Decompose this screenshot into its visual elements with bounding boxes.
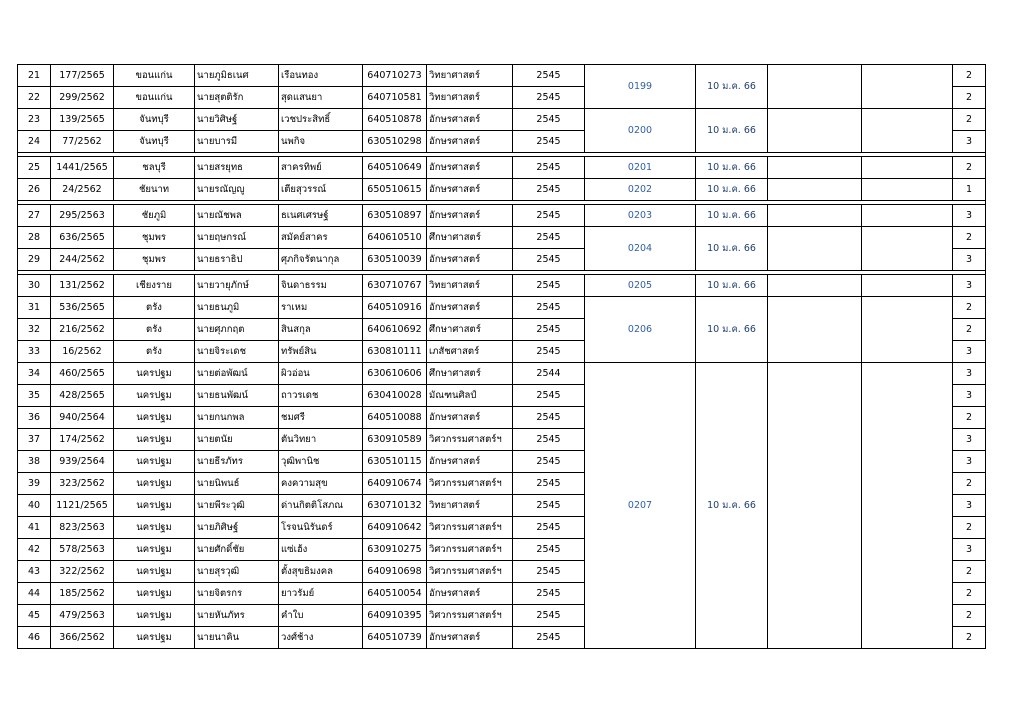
first-name-cell: นายบารมี bbox=[195, 131, 279, 153]
province-cell: เชียงราย bbox=[114, 275, 195, 297]
province-cell: ตรัง bbox=[114, 297, 195, 319]
first-name-cell: นายกนกพล bbox=[195, 407, 279, 429]
student-id-cell: 640910698 bbox=[363, 561, 427, 583]
table-row bbox=[18, 227, 986, 249]
faculty-cell: วิศวกรรมศาสตร์ฯ bbox=[427, 473, 513, 495]
blank-cell bbox=[862, 205, 953, 227]
last-name-cell: เวชประสิทธิ์ bbox=[279, 109, 363, 131]
reference-number: 185/2562 bbox=[51, 583, 114, 605]
birth-year-cell: 2545 bbox=[513, 341, 585, 363]
row-number: 34 bbox=[18, 363, 51, 385]
blank-cell bbox=[768, 227, 862, 271]
count-cell: 2 bbox=[953, 517, 986, 539]
reference-number: 24/2562 bbox=[51, 179, 114, 201]
row-number: 23 bbox=[18, 109, 51, 131]
birth-year-cell: 2545 bbox=[513, 275, 585, 297]
table-row bbox=[18, 205, 986, 227]
province-cell: ชลบุรี bbox=[114, 157, 195, 179]
student-id-cell: 630810111 bbox=[363, 341, 427, 363]
faculty-cell: อักษรศาสตร์ bbox=[427, 157, 513, 179]
row-number: 46 bbox=[18, 627, 51, 649]
group-date: 10 ม.ค. 66 bbox=[696, 227, 768, 271]
student-id-cell: 640610692 bbox=[363, 319, 427, 341]
last-name-cell: แซ่เฮ้ง bbox=[279, 539, 363, 561]
birth-year-cell: 2545 bbox=[513, 109, 585, 131]
last-name-cell: สุดแสนยา bbox=[279, 87, 363, 109]
reference-number: 77/2562 bbox=[51, 131, 114, 153]
faculty-cell: วิศวกรรมศาสตร์ฯ bbox=[427, 605, 513, 627]
reference-number: 823/2563 bbox=[51, 517, 114, 539]
row-number: 37 bbox=[18, 429, 51, 451]
row-number: 43 bbox=[18, 561, 51, 583]
student-id-cell: 630910589 bbox=[363, 429, 427, 451]
count-cell: 3 bbox=[953, 385, 986, 407]
birth-year-cell: 2545 bbox=[513, 227, 585, 249]
birth-year-cell: 2545 bbox=[513, 131, 585, 153]
row-number: 44 bbox=[18, 583, 51, 605]
first-name-cell: นายหันภัทร bbox=[195, 605, 279, 627]
province-cell: ขอนแก่น bbox=[114, 87, 195, 109]
faculty-cell: เภสัชศาสตร์ bbox=[427, 341, 513, 363]
count-cell: 3 bbox=[953, 131, 986, 153]
reference-number: 636/2565 bbox=[51, 227, 114, 249]
province-cell: นครปฐม bbox=[114, 495, 195, 517]
table-row bbox=[18, 157, 986, 179]
student-id-cell: 630510115 bbox=[363, 451, 427, 473]
faculty-cell: อักษรศาสตร์ bbox=[427, 131, 513, 153]
table-row bbox=[18, 363, 986, 385]
row-number: 40 bbox=[18, 495, 51, 517]
count-cell: 3 bbox=[953, 363, 986, 385]
row-number: 31 bbox=[18, 297, 51, 319]
first-name-cell: นายศักดิ์ชัย bbox=[195, 539, 279, 561]
faculty-cell: อักษรศาสตร์ bbox=[427, 297, 513, 319]
row-number: 25 bbox=[18, 157, 51, 179]
faculty-cell: วิทยาศาสตร์ bbox=[427, 65, 513, 87]
blank-cell bbox=[768, 65, 862, 109]
row-number: 26 bbox=[18, 179, 51, 201]
first-name-cell: นายนิพนธ์ bbox=[195, 473, 279, 495]
province-cell: นครปฐม bbox=[114, 627, 195, 649]
reference-number: 1121/2565 bbox=[51, 495, 114, 517]
province-cell: นครปฐม bbox=[114, 429, 195, 451]
last-name-cell: ทรัพย์สิน bbox=[279, 341, 363, 363]
count-cell: 2 bbox=[953, 407, 986, 429]
province-cell: นครปฐม bbox=[114, 451, 195, 473]
last-name-cell: สินสกุล bbox=[279, 319, 363, 341]
first-name-cell: นายสุตติรัก bbox=[195, 87, 279, 109]
birth-year-cell: 2545 bbox=[513, 561, 585, 583]
first-name-cell: นายธีรภัทร bbox=[195, 451, 279, 473]
reference-number: 460/2565 bbox=[51, 363, 114, 385]
province-cell: ชัยภูมิ bbox=[114, 205, 195, 227]
student-id-cell: 640510739 bbox=[363, 627, 427, 649]
birth-year-cell: 2545 bbox=[513, 583, 585, 605]
student-id-cell: 640510054 bbox=[363, 583, 427, 605]
last-name-cell: สมัคย์สาคร bbox=[279, 227, 363, 249]
count-cell: 2 bbox=[953, 605, 986, 627]
province-cell: นครปฐม bbox=[114, 473, 195, 495]
birth-year-cell: 2545 bbox=[513, 87, 585, 109]
reference-number: 323/2562 bbox=[51, 473, 114, 495]
blank-cell bbox=[768, 297, 862, 363]
birth-year-cell: 2545 bbox=[513, 495, 585, 517]
count-cell: 2 bbox=[953, 319, 986, 341]
birth-year-cell: 2545 bbox=[513, 451, 585, 473]
count-cell: 2 bbox=[953, 627, 986, 649]
first-name-cell: นายธราธิป bbox=[195, 249, 279, 271]
group-code: 0201 bbox=[585, 157, 696, 179]
blank-cell bbox=[862, 297, 953, 363]
province-cell: ขอนแก่น bbox=[114, 65, 195, 87]
last-name-cell: ยาวรัมย์ bbox=[279, 583, 363, 605]
table-row bbox=[18, 297, 986, 319]
row-number: 24 bbox=[18, 131, 51, 153]
province-cell: ตรัง bbox=[114, 319, 195, 341]
reference-number: 216/2562 bbox=[51, 319, 114, 341]
faculty-cell: มัณฑนศิลป์ bbox=[427, 385, 513, 407]
count-cell: 2 bbox=[953, 65, 986, 87]
group-date: 10 ม.ค. 66 bbox=[696, 205, 768, 227]
faculty-cell: อักษรศาสตร์ bbox=[427, 179, 513, 201]
last-name-cell: ตั้งสุขธิมงคล bbox=[279, 561, 363, 583]
faculty-cell: อักษรศาสตร์ bbox=[427, 627, 513, 649]
reference-number: 177/2565 bbox=[51, 65, 114, 87]
province-cell: จันทบุรี bbox=[114, 131, 195, 153]
row-number: 42 bbox=[18, 539, 51, 561]
birth-year-cell: 2545 bbox=[513, 179, 585, 201]
birth-year-cell: 2545 bbox=[513, 297, 585, 319]
row-number: 22 bbox=[18, 87, 51, 109]
first-name-cell: นายวิศิษฐ์ bbox=[195, 109, 279, 131]
first-name-cell: นายตนัย bbox=[195, 429, 279, 451]
group-code: 0204 bbox=[585, 227, 696, 271]
province-cell: ตรัง bbox=[114, 341, 195, 363]
last-name-cell: ศุภกิจรัตนากุล bbox=[279, 249, 363, 271]
last-name-cell: ตันวิทยา bbox=[279, 429, 363, 451]
student-id-cell: 640510916 bbox=[363, 297, 427, 319]
faculty-cell: อักษรศาสตร์ bbox=[427, 109, 513, 131]
reference-number: 366/2562 bbox=[51, 627, 114, 649]
blank-cell bbox=[768, 179, 862, 201]
reference-number: 322/2562 bbox=[51, 561, 114, 583]
count-cell: 2 bbox=[953, 473, 986, 495]
blank-cell bbox=[862, 65, 953, 109]
last-name-cell: ผิวอ่อน bbox=[279, 363, 363, 385]
first-name-cell: นายจิตรกร bbox=[195, 583, 279, 605]
first-name-cell: นายต่อพัฒน์ bbox=[195, 363, 279, 385]
first-name-cell: นายภูมิธเนศ bbox=[195, 65, 279, 87]
last-name-cell: คำใบ bbox=[279, 605, 363, 627]
reference-number: 940/2564 bbox=[51, 407, 114, 429]
student-id-cell: 640910395 bbox=[363, 605, 427, 627]
table-row bbox=[18, 179, 986, 201]
blank-cell bbox=[862, 109, 953, 153]
province-cell: ชุมพร bbox=[114, 227, 195, 249]
faculty-cell: ศึกษาศาสตร์ bbox=[427, 363, 513, 385]
student-id-cell: 630510897 bbox=[363, 205, 427, 227]
province-cell: นครปฐม bbox=[114, 363, 195, 385]
faculty-cell: วิทยาศาสตร์ bbox=[427, 495, 513, 517]
birth-year-cell: 2545 bbox=[513, 65, 585, 87]
birth-year-cell: 2545 bbox=[513, 385, 585, 407]
birth-year-cell: 2545 bbox=[513, 407, 585, 429]
row-number: 39 bbox=[18, 473, 51, 495]
last-name-cell: ถาวรเดช bbox=[279, 385, 363, 407]
group-code: 0206 bbox=[585, 297, 696, 363]
reference-number: 295/2563 bbox=[51, 205, 114, 227]
reference-number: 1441/2565 bbox=[51, 157, 114, 179]
blank-cell bbox=[768, 205, 862, 227]
first-name-cell: นายวายุภักษ์ bbox=[195, 275, 279, 297]
reference-number: 139/2565 bbox=[51, 109, 114, 131]
reference-number: 939/2564 bbox=[51, 451, 114, 473]
count-cell: 3 bbox=[953, 341, 986, 363]
faculty-cell: วิศวกรรมศาสตร์ฯ bbox=[427, 539, 513, 561]
group-code: 0203 bbox=[585, 205, 696, 227]
last-name-cell: เตียสุวรรณ์ bbox=[279, 179, 363, 201]
province-cell: นครปฐม bbox=[114, 407, 195, 429]
count-cell: 3 bbox=[953, 275, 986, 297]
student-id-cell: 630510039 bbox=[363, 249, 427, 271]
birth-year-cell: 2545 bbox=[513, 605, 585, 627]
group-date: 10 ม.ค. 66 bbox=[696, 363, 768, 649]
student-id-cell: 640510088 bbox=[363, 407, 427, 429]
faculty-cell: อักษรศาสตร์ bbox=[427, 249, 513, 271]
row-number: 29 bbox=[18, 249, 51, 271]
group-code: 0205 bbox=[585, 275, 696, 297]
last-name-cell: วุฒิพานิช bbox=[279, 451, 363, 473]
last-name-cell: สาครทิพย์ bbox=[279, 157, 363, 179]
last-name-cell: ชมศรี bbox=[279, 407, 363, 429]
count-cell: 3 bbox=[953, 539, 986, 561]
count-cell: 3 bbox=[953, 451, 986, 473]
first-name-cell: นายสรยุทธ bbox=[195, 157, 279, 179]
group-date: 10 ม.ค. 66 bbox=[696, 179, 768, 201]
student-id-cell: 640710273 bbox=[363, 65, 427, 87]
group-date: 10 ม.ค. 66 bbox=[696, 297, 768, 363]
student-id-cell: 630510298 bbox=[363, 131, 427, 153]
last-name-cell: เรือนทอง bbox=[279, 65, 363, 87]
student-id-cell: 630910275 bbox=[363, 539, 427, 561]
birth-year-cell: 2544 bbox=[513, 363, 585, 385]
last-name-cell: นพกิจ bbox=[279, 131, 363, 153]
reference-number: 174/2562 bbox=[51, 429, 114, 451]
blank-cell bbox=[768, 109, 862, 153]
row-number: 36 bbox=[18, 407, 51, 429]
group-code: 0202 bbox=[585, 179, 696, 201]
faculty-cell: อักษรศาสตร์ bbox=[427, 205, 513, 227]
birth-year-cell: 2545 bbox=[513, 429, 585, 451]
first-name-cell: นายธนภูมิ bbox=[195, 297, 279, 319]
province-cell: นครปฐม bbox=[114, 583, 195, 605]
reference-number: 428/2565 bbox=[51, 385, 114, 407]
table-row bbox=[18, 65, 986, 87]
reference-number: 16/2562 bbox=[51, 341, 114, 363]
row-number: 32 bbox=[18, 319, 51, 341]
row-number: 35 bbox=[18, 385, 51, 407]
province-cell: จันทบุรี bbox=[114, 109, 195, 131]
reference-number: 536/2565 bbox=[51, 297, 114, 319]
group-date: 10 ม.ค. 66 bbox=[696, 109, 768, 153]
student-id-cell: 650510615 bbox=[363, 179, 427, 201]
blank-cell bbox=[768, 363, 862, 649]
student-id-cell: 630710132 bbox=[363, 495, 427, 517]
count-cell: 3 bbox=[953, 495, 986, 517]
reference-number: 578/2563 bbox=[51, 539, 114, 561]
faculty-cell: วิศวกรรมศาสตร์ฯ bbox=[427, 517, 513, 539]
count-cell: 2 bbox=[953, 561, 986, 583]
province-cell: นครปฐม bbox=[114, 539, 195, 561]
birth-year-cell: 2545 bbox=[513, 249, 585, 271]
group-date: 10 ม.ค. 66 bbox=[696, 157, 768, 179]
faculty-cell: วิทยาศาสตร์ bbox=[427, 87, 513, 109]
student-id-cell: 630610606 bbox=[363, 363, 427, 385]
province-cell: นครปฐม bbox=[114, 561, 195, 583]
row-number: 45 bbox=[18, 605, 51, 627]
count-cell: 2 bbox=[953, 157, 986, 179]
student-id-cell: 630410028 bbox=[363, 385, 427, 407]
group-date: 10 ม.ค. 66 bbox=[696, 275, 768, 297]
student-id-cell: 640910674 bbox=[363, 473, 427, 495]
reference-number: 479/2563 bbox=[51, 605, 114, 627]
row-number: 21 bbox=[18, 65, 51, 87]
student-id-cell: 640610510 bbox=[363, 227, 427, 249]
first-name-cell: นายศุภกฤต bbox=[195, 319, 279, 341]
blank-cell bbox=[862, 227, 953, 271]
blank-cell bbox=[862, 157, 953, 179]
student-id-cell: 640910642 bbox=[363, 517, 427, 539]
row-number: 28 bbox=[18, 227, 51, 249]
first-name-cell: นายจิระเดช bbox=[195, 341, 279, 363]
group-date: 10 ม.ค. 66 bbox=[696, 65, 768, 109]
student-id-cell: 630710767 bbox=[363, 275, 427, 297]
count-cell: 2 bbox=[953, 227, 986, 249]
reference-number: 244/2562 bbox=[51, 249, 114, 271]
birth-year-cell: 2545 bbox=[513, 157, 585, 179]
row-number: 38 bbox=[18, 451, 51, 473]
last-name-cell: โรจนนิรันดร์ bbox=[279, 517, 363, 539]
province-cell: ชุมพร bbox=[114, 249, 195, 271]
blank-cell bbox=[768, 157, 862, 179]
province-cell: ชัยนาท bbox=[114, 179, 195, 201]
birth-year-cell: 2545 bbox=[513, 517, 585, 539]
count-cell: 2 bbox=[953, 583, 986, 605]
row-number: 33 bbox=[18, 341, 51, 363]
student-id-cell: 640710581 bbox=[363, 87, 427, 109]
table-row bbox=[18, 109, 986, 131]
group-code: 0200 bbox=[585, 109, 696, 153]
birth-year-cell: 2545 bbox=[513, 205, 585, 227]
last-name-cell: คงความสุข bbox=[279, 473, 363, 495]
first-name-cell: นายนาคิน bbox=[195, 627, 279, 649]
group-code: 0207 bbox=[585, 363, 696, 649]
birth-year-cell: 2545 bbox=[513, 539, 585, 561]
last-name-cell: วงศ์ช้าง bbox=[279, 627, 363, 649]
row-number: 30 bbox=[18, 275, 51, 297]
faculty-cell: อักษรศาสตร์ bbox=[427, 407, 513, 429]
blank-cell bbox=[862, 275, 953, 297]
count-cell: 3 bbox=[953, 429, 986, 451]
count-cell: 2 bbox=[953, 87, 986, 109]
faculty-cell: วิศวกรรมศาสตร์ฯ bbox=[427, 429, 513, 451]
count-cell: 2 bbox=[953, 109, 986, 131]
student-id-cell: 640510649 bbox=[363, 157, 427, 179]
first-name-cell: นายณัชพล bbox=[195, 205, 279, 227]
first-name-cell: นายรณัญญู bbox=[195, 179, 279, 201]
count-cell: 2 bbox=[953, 297, 986, 319]
blank-cell bbox=[768, 275, 862, 297]
first-name-cell: นายภิศิษฐ์ bbox=[195, 517, 279, 539]
table-row bbox=[18, 275, 986, 297]
province-cell: นครปฐม bbox=[114, 517, 195, 539]
registry-table bbox=[17, 64, 986, 649]
province-cell: นครปฐม bbox=[114, 385, 195, 407]
faculty-cell: อักษรศาสตร์ bbox=[427, 583, 513, 605]
group-code: 0199 bbox=[585, 65, 696, 109]
row-number: 27 bbox=[18, 205, 51, 227]
province-cell: นครปฐม bbox=[114, 605, 195, 627]
blank-cell bbox=[862, 179, 953, 201]
faculty-cell: ศึกษาศาสตร์ bbox=[427, 227, 513, 249]
last-name-cell: จินดาธรรม bbox=[279, 275, 363, 297]
student-id-cell: 640510878 bbox=[363, 109, 427, 131]
first-name-cell: นายฤษกรณ์ bbox=[195, 227, 279, 249]
faculty-cell: อักษรศาสตร์ bbox=[427, 451, 513, 473]
reference-number: 131/2562 bbox=[51, 275, 114, 297]
count-cell: 3 bbox=[953, 205, 986, 227]
faculty-cell: ศึกษาศาสตร์ bbox=[427, 319, 513, 341]
first-name-cell: นายสุรวุฒิ bbox=[195, 561, 279, 583]
count-cell: 1 bbox=[953, 179, 986, 201]
birth-year-cell: 2545 bbox=[513, 473, 585, 495]
blank-cell bbox=[862, 363, 953, 649]
last-name-cell: ธเนศเศรษฐ์ bbox=[279, 205, 363, 227]
faculty-cell: วิทยาศาสตร์ bbox=[427, 275, 513, 297]
last-name-cell: ด่านกิตติโสภณ bbox=[279, 495, 363, 517]
last-name-cell: ราเหม bbox=[279, 297, 363, 319]
birth-year-cell: 2545 bbox=[513, 319, 585, 341]
first-name-cell: นายพีระวุฒิ bbox=[195, 495, 279, 517]
count-cell: 3 bbox=[953, 249, 986, 271]
row-number: 41 bbox=[18, 517, 51, 539]
first-name-cell: นายธนพัฒน์ bbox=[195, 385, 279, 407]
reference-number: 299/2562 bbox=[51, 87, 114, 109]
faculty-cell: วิศวกรรมศาสตร์ฯ bbox=[427, 561, 513, 583]
birth-year-cell: 2545 bbox=[513, 627, 585, 649]
